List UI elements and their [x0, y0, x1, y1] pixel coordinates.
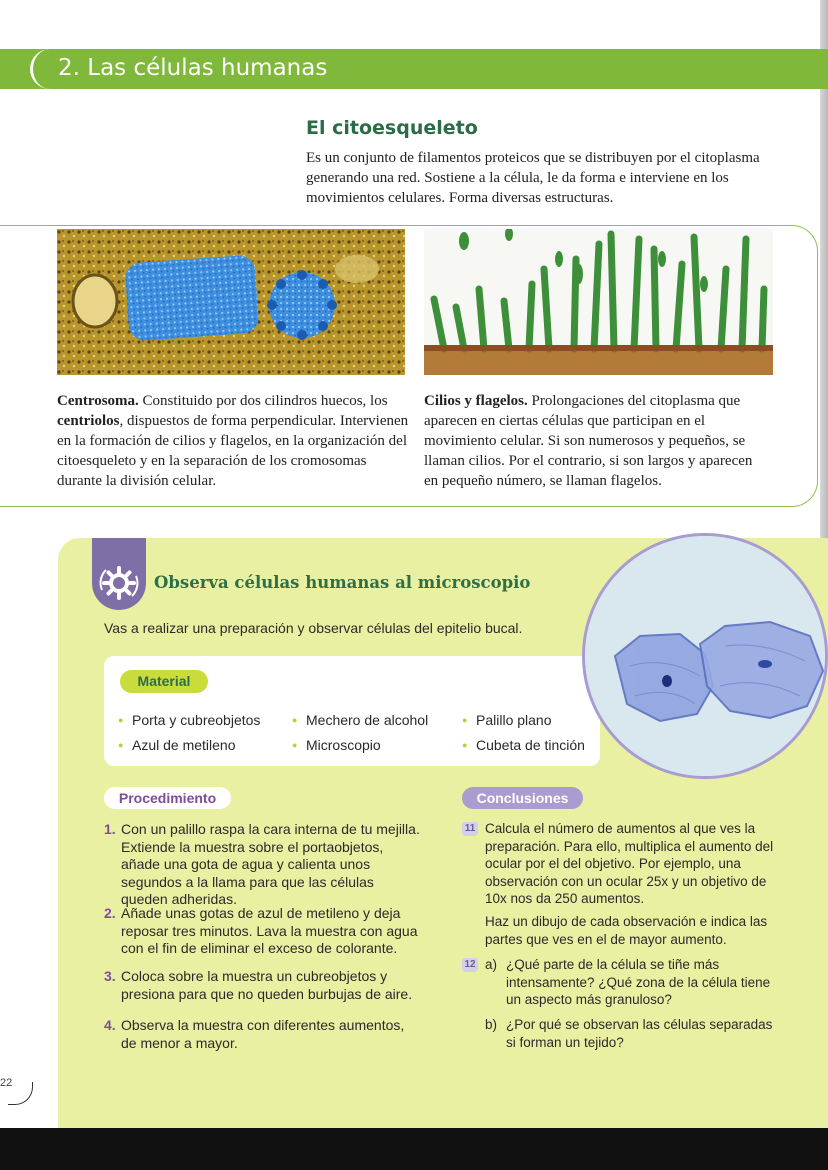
- centrosome-caption: [57, 391, 409, 491]
- scan-bottom-edge: [0, 1128, 828, 1170]
- question-11-text-2: Haz un dibujo de cada observación e indica las partes que ves en el de mayor aumento.: [485, 914, 768, 947]
- step-number: 1.: [104, 821, 116, 837]
- centriolos-term: centriolos: [57, 413, 120, 429]
- gear-cycle-icon: [96, 560, 142, 606]
- step-text: Añade unas gotas de azul de metileno y deja reposar tres minutos. Lava la muestra con agua con el fin de eliminar el exceso de colorante.: [121, 905, 418, 956]
- cilia-text: Prolongaciones del citoplasma que aparecen en ciertas células que participan en el movimiento celular. Si son numerosos y pequeños, se llaman cilios. Por el contrario, si son largos y aparecen en pequeño número, se llaman flagelos.: [424, 393, 753, 489]
- step-number: 2.: [104, 905, 116, 921]
- step-number: 4.: [104, 1017, 116, 1033]
- question-12b-text: ¿Por qué se observan las células separadas si forman un tejido?: [506, 1017, 773, 1050]
- question-number-badge: 12: [462, 958, 478, 972]
- chapter-number: 2.: [58, 55, 80, 81]
- activity-intro: Vas a realizar una preparación y observar células del epitelio bucal.: [104, 620, 523, 636]
- conclusions-label: Conclusiones: [462, 787, 583, 809]
- step-number: 3.: [104, 968, 116, 984]
- cilia-micrograph: [424, 229, 773, 375]
- page-number-curl: [8, 1082, 33, 1105]
- epithelial-cells-micrograph: [582, 533, 828, 779]
- cilia-term: Cilios y flagelos.: [424, 393, 528, 409]
- centrosome-micrograph: [57, 229, 405, 375]
- step-text: Coloca sobre la muestra un cubreobjetos y presiona para que no queden burbujas de aire.: [121, 968, 413, 1002]
- section-heading: El citoesqueleto: [306, 117, 478, 139]
- chapter-title: [58, 55, 327, 81]
- section-intro: Es un conjunto de filamentos proteicos que se distribuyen por el citoplasma generando una red. Sostiene a la célula, le da forma e interviene en los movimientos celulares. Forma diversas estructuras.: [306, 150, 760, 206]
- question-number-badge: 11: [462, 822, 478, 836]
- material-item: ● Porta y cubreobjetos: [132, 712, 260, 728]
- question-12b-label: b): [485, 1017, 498, 1032]
- step-text: Observa la muestra con diferentes aumentos, de menor a mayor.: [121, 1017, 405, 1051]
- material-item: ● Mechero de alcohol: [306, 712, 428, 728]
- question-12a-text: ¿Qué parte de la célula se tiñe más intensamente? ¿Qué zona de la célula tiene un aspecto más granuloso?: [506, 957, 771, 1007]
- page-number: 22: [0, 1077, 13, 1089]
- material-item: ● Cubeta de tinción: [476, 737, 585, 753]
- material-item: ● Palillo plano: [476, 712, 552, 728]
- material-item: ● Azul de metileno: [132, 737, 236, 753]
- question-12a-label: a): [485, 957, 498, 972]
- material-item: ● Microscopio: [306, 737, 381, 753]
- centrosome-text-b: , dispuestos de forma perpendicular. Intervienen en la formación de cilios y flagelos, en la organización del citoesqueleto y en la separación de los cromosomas durante la división celular.: [57, 413, 409, 489]
- centrosome-text-a: Constituido por dos cilindros huecos, los: [138, 393, 388, 409]
- materials-label: Material: [120, 670, 208, 693]
- cilia-caption: [424, 391, 769, 491]
- chapter-title-text: Las células humanas: [87, 55, 328, 81]
- activity-title: Observa células humanas al microscopio: [154, 573, 531, 592]
- step-text: Con un palillo raspa la cara interna de tu mejilla. Extiende la muestra sobre el portaobjetos, añade una gota de agua y calienta unos segundos a la llama para que las células queden adheridas.: [121, 821, 420, 907]
- question-11-text: Calcula el número de aumentos al que ves la preparación. Para ello, multiplica el aumento del ocular por el del objetivo. Por ejemplo, una observación con un ocular 25x y un objetivo de 10x nos da 250 aumentos.: [485, 821, 774, 906]
- centrosome-term: Centrosoma.: [57, 393, 139, 409]
- procedure-label: Procedimiento: [104, 787, 231, 809]
